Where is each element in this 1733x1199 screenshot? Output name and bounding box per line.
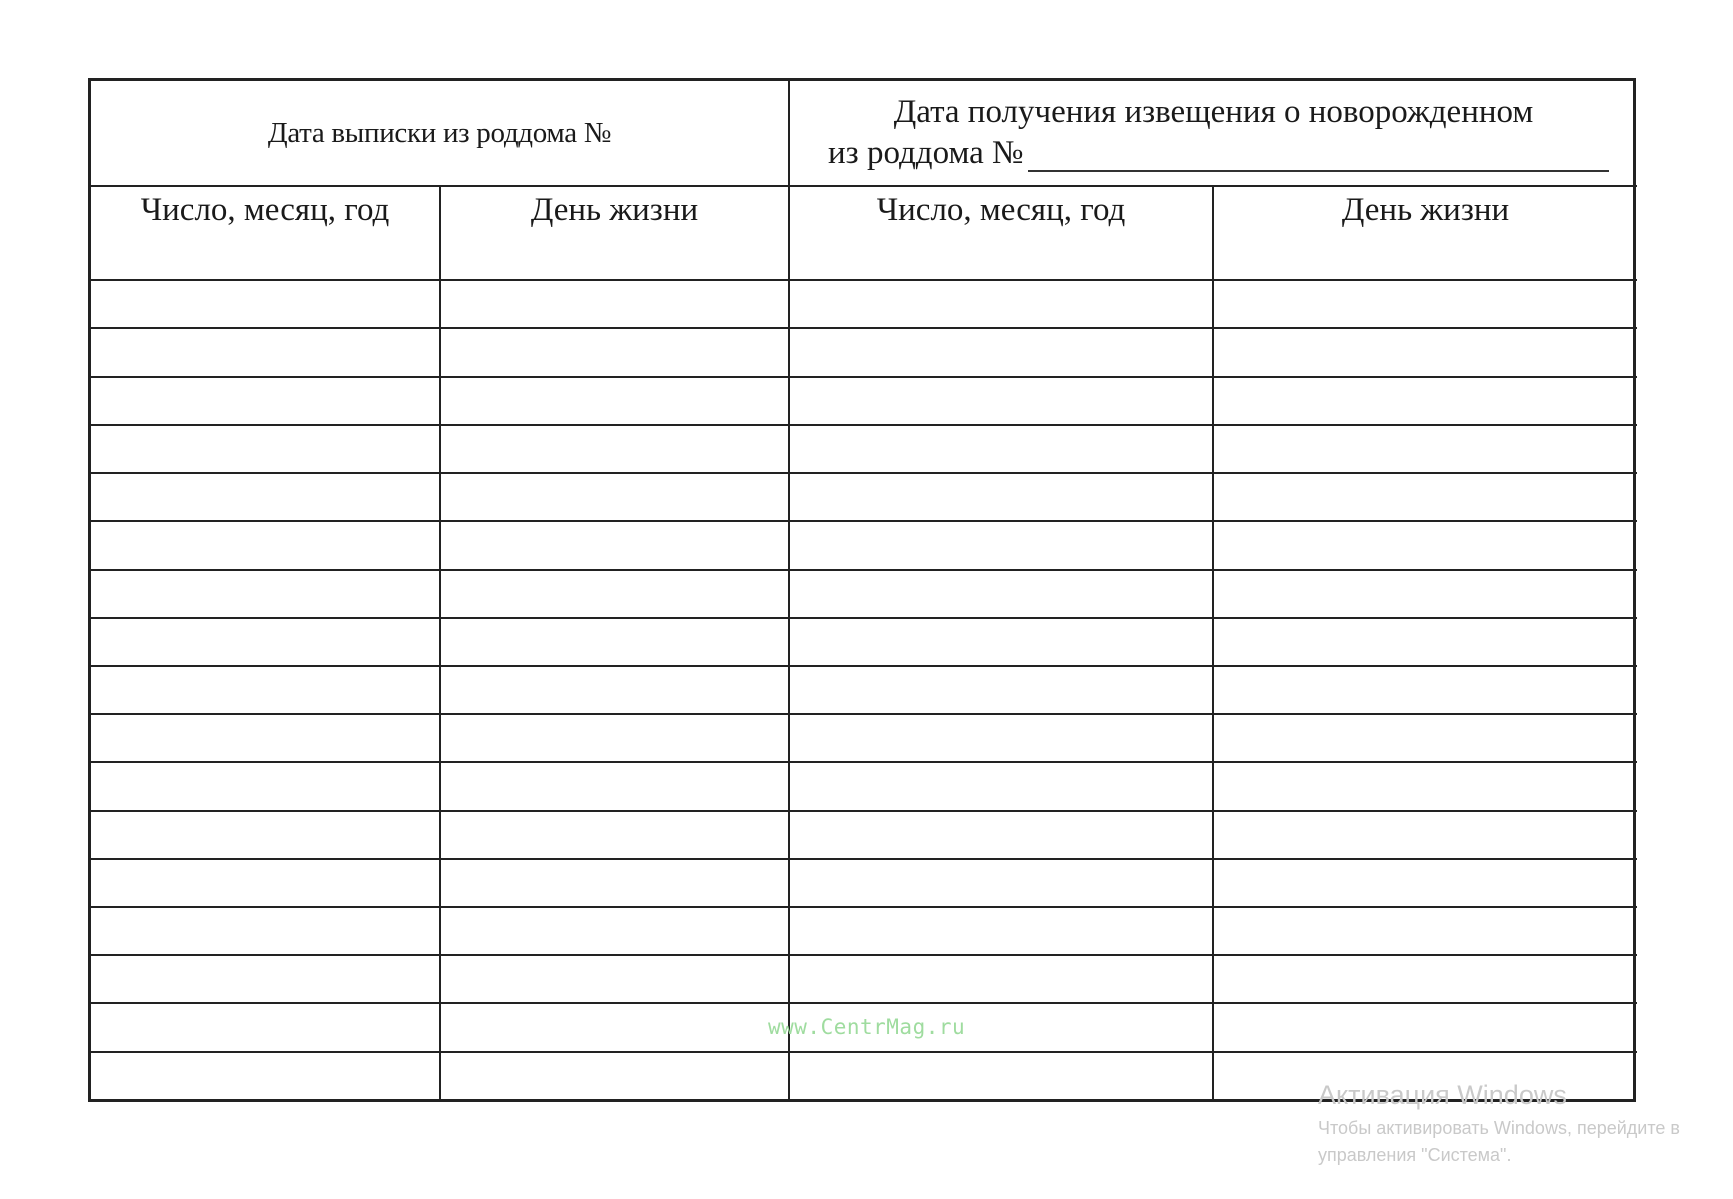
table-cell[interactable]	[1213, 907, 1637, 955]
table-cell[interactable]	[440, 811, 789, 859]
table-row	[91, 328, 1637, 376]
table-cell[interactable]	[91, 328, 440, 376]
table-cell[interactable]	[789, 1052, 1213, 1099]
table-cell[interactable]	[91, 280, 440, 328]
table-cell[interactable]	[789, 425, 1213, 473]
column-header: Число, месяц, год	[91, 186, 440, 233]
table-cell[interactable]	[440, 955, 789, 1003]
column-header: День жизни	[1213, 186, 1637, 233]
table-cell[interactable]	[1213, 955, 1637, 1003]
table-cell[interactable]	[1213, 377, 1637, 425]
form-body	[91, 233, 1637, 1099]
table-cell[interactable]	[789, 570, 1213, 618]
windows-activation-line2: управления "Система".	[1318, 1145, 1512, 1165]
table-cell[interactable]	[1213, 473, 1637, 521]
table-cell[interactable]	[440, 521, 789, 569]
notice-date-header-line2: из роддома №	[828, 135, 1024, 171]
table-cell[interactable]	[789, 955, 1213, 1003]
table-row	[91, 955, 1637, 1003]
table-cell[interactable]	[91, 425, 440, 473]
table-cell[interactable]	[789, 618, 1213, 666]
table-row	[91, 377, 1637, 425]
table-cell[interactable]	[91, 233, 440, 280]
table-cell[interactable]	[1213, 859, 1637, 907]
table-cell[interactable]	[440, 328, 789, 376]
site-watermark: www.CentrMag.ru	[768, 1015, 966, 1039]
table-cell[interactable]	[91, 907, 440, 955]
windows-activation-line1: Чтобы активировать Windows, перейдите в	[1318, 1118, 1680, 1138]
table-cell[interactable]	[440, 473, 789, 521]
table-cell[interactable]	[789, 521, 1213, 569]
table-cell[interactable]	[440, 280, 789, 328]
table-cell[interactable]	[91, 859, 440, 907]
table-cell[interactable]	[1213, 280, 1637, 328]
table-cell[interactable]	[1213, 328, 1637, 376]
table-cell[interactable]	[1213, 233, 1637, 280]
table-cell[interactable]	[789, 377, 1213, 425]
table-cell[interactable]	[91, 570, 440, 618]
table-row	[91, 907, 1637, 955]
table-cell[interactable]	[91, 762, 440, 810]
table-cell[interactable]	[1213, 811, 1637, 859]
table-cell[interactable]	[91, 955, 440, 1003]
form-header-row	[91, 81, 1637, 186]
maternity-number-blank[interactable]	[1028, 140, 1610, 172]
table-cell[interactable]	[440, 714, 789, 762]
table-cell[interactable]	[91, 811, 440, 859]
table-cell[interactable]	[440, 233, 789, 280]
table-row	[91, 859, 1637, 907]
table-cell[interactable]	[1213, 570, 1637, 618]
table-cell[interactable]	[440, 1003, 789, 1051]
table-row	[91, 811, 1637, 859]
table-cell[interactable]	[789, 907, 1213, 955]
table-cell[interactable]	[91, 618, 440, 666]
form-table	[91, 81, 1637, 1099]
table-row	[91, 280, 1637, 328]
table-cell[interactable]	[440, 377, 789, 425]
table-cell[interactable]	[789, 859, 1213, 907]
table-cell[interactable]	[91, 1003, 440, 1051]
table-cell[interactable]	[1213, 521, 1637, 569]
table-cell[interactable]	[91, 473, 440, 521]
table-cell[interactable]	[440, 907, 789, 955]
table-cell[interactable]	[789, 280, 1213, 328]
table-cell[interactable]	[1213, 666, 1637, 714]
table-cell[interactable]	[91, 714, 440, 762]
column-header: День жизни	[440, 186, 789, 233]
table-cell[interactable]	[91, 521, 440, 569]
table-row	[91, 521, 1637, 569]
table-row	[91, 666, 1637, 714]
table-cell[interactable]	[440, 1052, 789, 1099]
discharge-date-header-text: Дата выписки из роддома №	[267, 116, 612, 149]
column-header-row	[91, 186, 1637, 233]
table-row	[91, 618, 1637, 666]
table-cell[interactable]	[789, 811, 1213, 859]
windows-activation-notice	[1318, 1080, 1680, 1168]
table-row	[91, 233, 1637, 280]
table-row	[91, 425, 1637, 473]
table-cell[interactable]	[440, 666, 789, 714]
table-cell[interactable]	[1213, 1003, 1637, 1051]
column-header: Число, месяц, год	[789, 186, 1213, 233]
notice-date-header-line2-wrap	[828, 135, 1609, 172]
table-cell[interactable]	[789, 762, 1213, 810]
notice-date-header-line1: Дата получения извещения о новорожденном	[893, 94, 1534, 130]
discharge-date-header	[91, 81, 789, 186]
table-cell[interactable]	[1213, 714, 1637, 762]
registration-form	[88, 78, 1636, 1102]
table-cell[interactable]	[440, 762, 789, 810]
notice-date-header	[789, 81, 1637, 186]
table-cell[interactable]	[440, 425, 789, 473]
table-cell[interactable]	[789, 666, 1213, 714]
table-cell[interactable]	[1213, 425, 1637, 473]
table-cell[interactable]	[440, 859, 789, 907]
table-cell[interactable]	[789, 714, 1213, 762]
table-row	[91, 473, 1637, 521]
table-cell[interactable]	[440, 618, 789, 666]
table-cell[interactable]	[440, 570, 789, 618]
table-cell[interactable]	[91, 377, 440, 425]
table-row	[91, 762, 1637, 810]
windows-activation-title: Активация Windows	[1318, 1080, 1567, 1110]
table-cell[interactable]	[789, 473, 1213, 521]
table-cell[interactable]	[91, 666, 440, 714]
table-cell[interactable]	[789, 328, 1213, 376]
table-cell[interactable]	[1213, 618, 1637, 666]
table-row	[91, 714, 1637, 762]
table-row	[91, 570, 1637, 618]
table-cell[interactable]	[1213, 762, 1637, 810]
table-cell[interactable]	[789, 233, 1213, 280]
table-cell[interactable]	[91, 1052, 440, 1099]
